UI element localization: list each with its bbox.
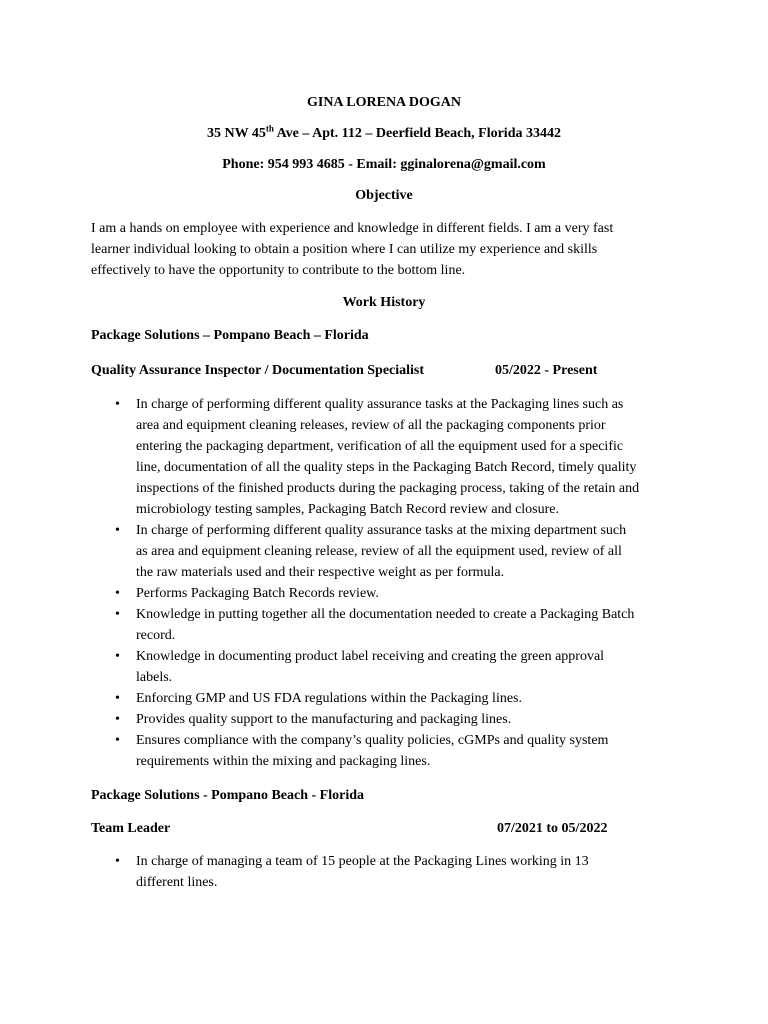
duty-line: the raw materials used and their respective weight as per formula. <box>136 565 505 580</box>
duty-item <box>91 851 691 893</box>
duty-line: Provides quality support to the manufacturing and packaging lines. <box>136 712 512 727</box>
duty-item <box>91 709 691 730</box>
address-street: 35 NW 45 <box>207 126 266 141</box>
objective-line: I am a hands on employee with experience and knowledge in different fields. I am a very fast <box>91 221 614 236</box>
address-ordinal-suffix: th <box>265 123 274 134</box>
duty-line: Knowledge in putting together all the documentation needed to create a Packaging Batch <box>136 607 635 622</box>
job-dates: 07/2021 to 05/2022 <box>497 821 608 836</box>
bullet-icon: • <box>115 523 120 538</box>
job-title: Team Leader <box>91 821 171 836</box>
duty-line: as area and equipment cleaning release, review of all the equipment used, review of all <box>136 544 622 559</box>
duty-line: labels. <box>136 670 173 685</box>
duty-line: microbiology testing samples, Packaging Batch Record review and closure. <box>136 502 560 517</box>
address-line <box>0 123 768 144</box>
duty-item <box>91 394 691 520</box>
job-company: Package Solutions – Pompano Beach – Florida <box>91 328 369 343</box>
bullet-icon: • <box>115 691 120 706</box>
duty-line: In charge of performing different quality assurance tasks at the Packaging lines such as <box>136 397 624 412</box>
bullet-icon: • <box>115 854 120 869</box>
bullet-icon: • <box>115 733 120 748</box>
duty-line: different lines. <box>136 875 218 890</box>
objective-line: effectively to have the opportunity to contribute to the bottom line. <box>91 263 466 278</box>
job-title: Quality Assurance Inspector / Documentation Specialist <box>91 363 425 378</box>
duty-line: Knowledge in documenting product label receiving and creating the green approval <box>136 649 605 664</box>
work-history-heading: Work History <box>342 295 426 310</box>
duty-line: In charge of performing different quality assurance tasks at the mixing department such <box>136 523 627 538</box>
address-rest: Ave – Apt. 112 – Deerfield Beach, Florida 33442 <box>273 126 561 141</box>
duty-item <box>91 604 691 646</box>
duty-line: Performs Packaging Batch Records review. <box>136 586 379 601</box>
duty-line: requirements within the mixing and packaging lines. <box>136 754 431 769</box>
duty-line: inspections of the finished products during the packaging process, taking of the retain and <box>136 481 640 496</box>
duty-item <box>91 583 691 604</box>
objective-line: learner individual looking to obtain a position where I can utilize my experience and skills <box>91 242 598 257</box>
duty-item <box>91 520 691 583</box>
duty-line: line, documentation of all the quality steps in the Packaging Batch Record, timely quality <box>136 460 637 475</box>
duty-line: Enforcing GMP and US FDA regulations within the Packaging lines. <box>136 691 522 706</box>
duty-line: Ensures compliance with the company’s quality policies, cGMPs and quality system <box>136 733 609 748</box>
duty-line: entering the packaging department, verification of all the equipment used for a specific <box>136 439 624 454</box>
duty-item <box>91 646 691 688</box>
job-dates: 05/2022 - Present <box>495 363 598 378</box>
duty-item <box>91 730 691 772</box>
bullet-icon: • <box>115 712 120 727</box>
objective-heading: Objective <box>355 188 413 203</box>
resume-name: GINA LORENA DOGAN <box>306 95 462 110</box>
bullet-icon: • <box>115 397 120 412</box>
job-duties-list <box>91 394 691 772</box>
contact-line: Phone: 954 993 4685 - Email: gginalorena@gmail.com <box>222 157 546 172</box>
bullet-icon: • <box>115 607 120 622</box>
duty-line: area and equipment cleaning releases, review of all the packaging components prior <box>136 418 606 433</box>
job-duties-list <box>91 851 691 893</box>
bullet-icon: • <box>115 649 120 664</box>
job-title-row <box>91 818 691 839</box>
duty-line: record. <box>136 628 176 643</box>
job-title-row <box>91 360 691 381</box>
bullet-icon: • <box>115 586 120 601</box>
duty-line: In charge of managing a team of 15 people at the Packaging Lines working in 13 <box>136 854 589 869</box>
job-company: Package Solutions - Pompano Beach - Florida <box>91 788 365 803</box>
objective-paragraph <box>91 218 661 281</box>
duty-item <box>91 688 691 709</box>
